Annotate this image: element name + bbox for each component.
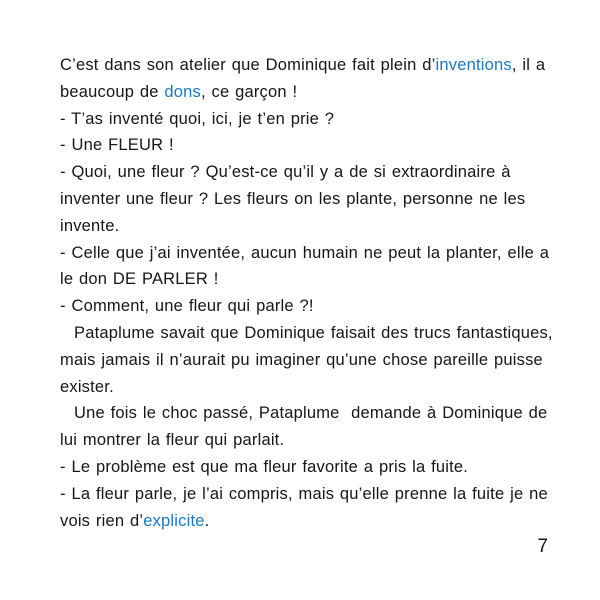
highlighted-word-link[interactable]: dons — [164, 82, 201, 101]
highlighted-word-link[interactable]: explicite — [143, 511, 205, 530]
text-line — [60, 374, 544, 401]
text-segment: , il a — [511, 56, 546, 74]
text-line — [60, 79, 544, 106]
text-line — [60, 52, 544, 79]
text-line — [60, 293, 544, 320]
text-segment: - Comment, une fleur qui parle ?! — [60, 297, 314, 316]
highlighted-word-link[interactable]: inventions — [435, 56, 512, 74]
page-number: 7 — [537, 536, 548, 557]
text-segment: - Quoi, une fleur ? Qu’est-ce qu’il y a de si extraordinaire à — [60, 163, 511, 182]
text-segment: mais jamais il n’aurait pu imaginer qu’une chose pareille puisse — [60, 350, 543, 369]
text-line — [60, 508, 544, 535]
text-segment: le don DE PARLER ! — [60, 270, 219, 289]
page-text — [60, 52, 553, 534]
text-line — [60, 481, 548, 508]
text-segment: - T’as inventé quoi, ici, je t’en prie ? — [60, 109, 335, 128]
text-segment: exister. — [60, 377, 114, 396]
text-segment: invente. — [60, 216, 120, 235]
text-segment: - Le problème est que ma fleur favorite a pris la fuite. — [60, 457, 469, 476]
text-segment: C’est dans son atelier que Dominique fait plein d’ — [60, 56, 436, 74]
text-segment: - Une FLEUR ! — [60, 136, 174, 155]
text-segment: beaucoup de — [60, 82, 165, 101]
text-segment: , ce garçon ! — [200, 82, 298, 101]
text-segment: - Celle que j’ai inventée, aucun humain ne peut la planter, elle a — [60, 243, 550, 262]
text-segment: inventer une fleur ? Les fleurs on les plante, personne ne les — [60, 189, 526, 208]
text-segment: . — [204, 511, 210, 530]
text-line — [60, 186, 544, 213]
text-line — [60, 159, 544, 186]
text-line — [60, 132, 544, 159]
text-segment: vois rien d’ — [60, 511, 144, 530]
text-segment: Une fois le choc passé, Pataplume demande à Dominique de — [74, 404, 548, 423]
text-line — [60, 106, 544, 133]
text-line — [60, 266, 544, 293]
text-line — [60, 400, 548, 427]
text-segment: Pataplume savait que Dominique faisait des trucs fantastiques, — [74, 323, 553, 342]
text-line — [60, 454, 544, 481]
text-line — [60, 320, 553, 347]
text-line — [60, 213, 544, 240]
text-line — [60, 427, 544, 454]
text-segment: lui montrer la fleur qui parlait. — [60, 431, 285, 450]
text-line — [60, 240, 550, 267]
text-line — [60, 347, 544, 374]
text-segment: - La fleur parle, je l’ai compris, mais qu’elle prenne la fuite je ne — [60, 484, 548, 503]
